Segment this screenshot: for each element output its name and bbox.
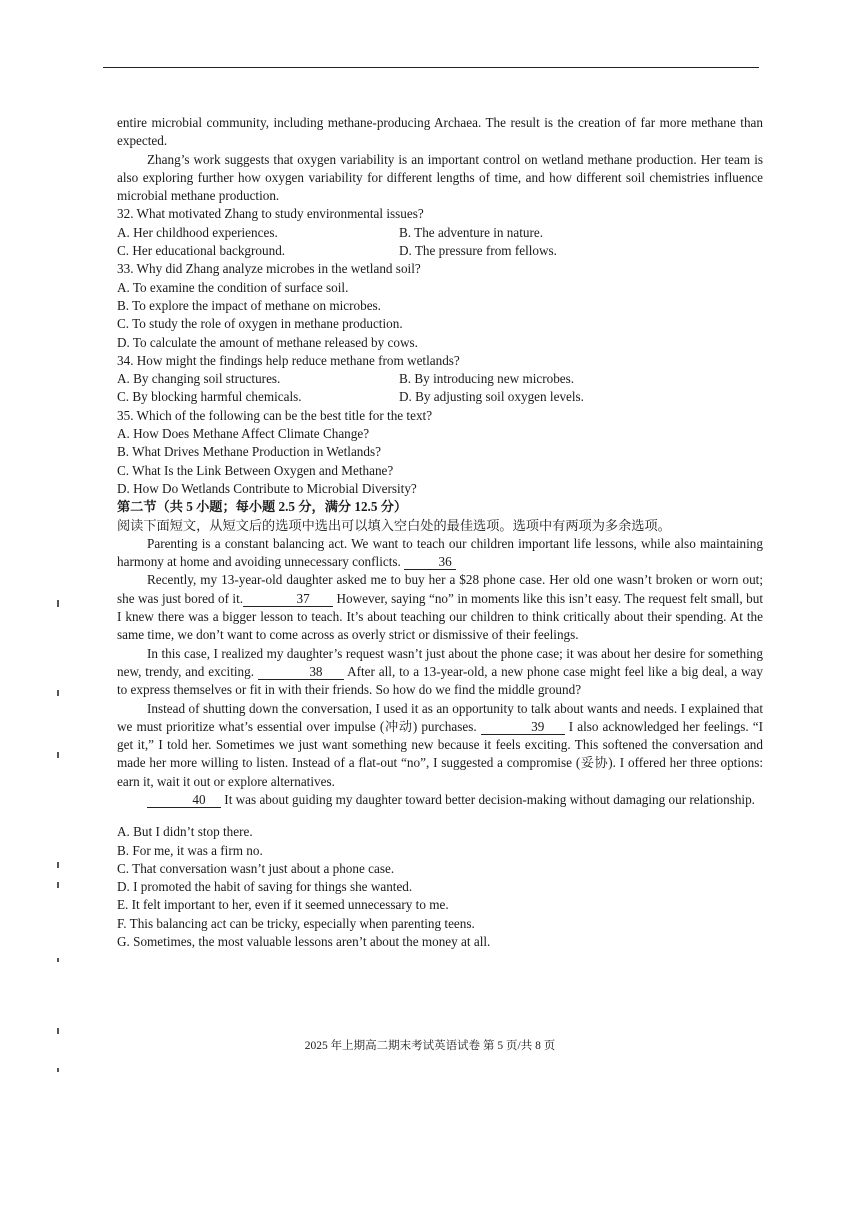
cloze-paragraph	[117, 535, 763, 572]
scan-mark	[57, 690, 59, 696]
section-heading: 第二节（共 5 小题；每小题 2.5 分，满分 12.5 分）	[117, 499, 408, 515]
cloze-text: Parenting is a constant balancing act. We want to teach our children important life lessons, while also maintaining harmony at home and avoiding unnecessary conflicts.	[117, 535, 763, 570]
option-item[interactable]: C. That conversation wasn’t just about a phone case.	[117, 860, 395, 876]
question-stem: 35. Which of the following can be the best title for the text?	[117, 407, 433, 423]
option-c[interactable]: C. Her educational background.	[117, 243, 286, 259]
exam-page-content	[117, 114, 763, 951]
cloze-paragraph	[117, 791, 763, 809]
option-d[interactable]: D. The pressure from fellows.	[399, 243, 557, 259]
scan-mark	[57, 600, 59, 607]
option-a[interactable]: A. By changing soil structures.	[117, 371, 281, 387]
cloze-text: I also acknowledged her feelings. “I get it,” I told her. Sometimes we just want something new because it feels exciting. This softened the conversation and made her more willing to listen. Instead of a flat-out “no”, I suggested a compromise (妥协). I offered her three options: earn it, wait it out or explore alternatives.	[117, 718, 763, 789]
option-b[interactable]: B. What Drives Methane Production in Wetlands?	[117, 444, 381, 460]
option-d[interactable]: D. How Do Wetlands Contribute to Microbial Diversity?	[117, 480, 417, 496]
cloze-paragraph	[117, 571, 763, 644]
option-d[interactable]: D. By adjusting soil oxygen levels.	[399, 389, 584, 405]
option-item[interactable]: E. It felt important to her, even if it seemed unnecessary to me.	[117, 897, 449, 913]
cloze-paragraph	[117, 700, 763, 791]
scan-mark	[57, 882, 59, 888]
option-b[interactable]: B. The adventure in nature.	[399, 224, 544, 240]
cloze-paragraph	[117, 645, 763, 700]
option-item[interactable]: G. Sometimes, the most valuable lessons aren’t about the money at all.	[117, 934, 491, 950]
question-33	[117, 260, 763, 351]
cloze-text: Instead of shutting down the conversation, I used it as an opportunity to talk about wants and needs. I explained that we must prioritize what’s essential over impulse (冲动) purchases.	[117, 700, 763, 734]
question-stem: 32. What motivated Zhang to study environmental issues?	[117, 206, 424, 222]
option-c[interactable]: C. What Is the Link Between Oxygen and Methane?	[117, 462, 394, 478]
option-item[interactable]: F. This balancing act can be tricky, especially when parenting teens.	[117, 915, 475, 931]
blank-36[interactable]: 36	[404, 555, 456, 570]
option-b[interactable]: B. To explore the impact of methane on microbes.	[117, 297, 381, 313]
option-list	[117, 823, 763, 951]
scan-mark	[57, 752, 59, 758]
question-stem: 34. How might the findings help reduce methane from wetlands?	[117, 352, 460, 368]
cloze-text: Recently, my 13-year-old daughter asked me to buy her a $28 phone case. Her old one wasn’t broken or worn out; she was just bored of it.	[117, 572, 763, 606]
passage-paragraph: Zhang’s work suggests that oxygen variability is an important control on wetland methane production. Her team is also exploring further how oxygen variability for different lengths of time, and how different soil chemistries influence microbial methane production.	[117, 151, 763, 204]
page-footer: 2025 年上期高二期末考试英语试卷 第 5 页/共 8 页	[304, 1040, 556, 1052]
cloze-text: In this case, I realized my daughter’s request wasn’t just about the phone case; it was about her desire for something new, trendy, and exciting.	[117, 645, 763, 679]
blank-37[interactable]: 37	[243, 592, 333, 607]
scan-mark	[57, 862, 59, 868]
cloze-text: After all, to a 13-year-old, a new phone case might feel like a big deal, a way to express themselves or fit in with their friends. So how do we find the middle ground?	[117, 663, 763, 698]
option-item[interactable]: D. I promoted the habit of saving for things she wanted.	[117, 879, 413, 895]
option-a[interactable]: A. To examine the condition of surface soil.	[117, 279, 349, 295]
option-b[interactable]: B. By introducing new microbes.	[399, 371, 575, 387]
cloze-text: It was about guiding my daughter toward better decision-making without damaging our relationship.	[224, 791, 755, 807]
option-d[interactable]: D. To calculate the amount of methane released by cows.	[117, 334, 418, 350]
question-35	[117, 407, 763, 498]
option-c[interactable]: C. By blocking harmful chemicals.	[117, 389, 302, 405]
passage-paragraph: entire microbial community, including methane-producing Archaea. The result is the creation of far more methane than expected.	[117, 115, 763, 149]
question-34	[117, 352, 763, 407]
option-item[interactable]: B. For me, it was a firm no.	[117, 842, 263, 858]
question-32	[117, 205, 763, 260]
question-stem: 33. Why did Zhang analyze microbes in the wetland soil?	[117, 261, 421, 277]
blank-40[interactable]: 40	[147, 793, 221, 808]
blank-39[interactable]: 39	[481, 720, 565, 735]
option-item[interactable]: A. But I didn’t stop there.	[117, 824, 253, 840]
cloze-text: However, saying “no” in moments like this isn’t easy. The request felt small, but I knew there was a bigger lesson to teach. It’s about teaching our children to think critically about their spending. At the same time, we don’t want to come across as overly strict or dismissive of their feelings.	[117, 590, 764, 643]
option-a[interactable]: A. Her childhood experiences.	[117, 224, 278, 240]
scan-mark	[57, 1068, 59, 1072]
option-c[interactable]: C. To study the role of oxygen in methane production.	[117, 316, 403, 332]
header-rule	[103, 67, 759, 68]
scan-mark	[57, 958, 59, 962]
section-instruction: 阅读下面短文，从短文后的选项中选出可以填入空白处的最佳选项。选项中有两项为多余选项。	[117, 517, 671, 533]
blank-38[interactable]: 38	[258, 665, 344, 680]
scan-mark	[57, 1028, 59, 1034]
option-a[interactable]: A. How Does Methane Affect Climate Change?	[117, 426, 370, 442]
